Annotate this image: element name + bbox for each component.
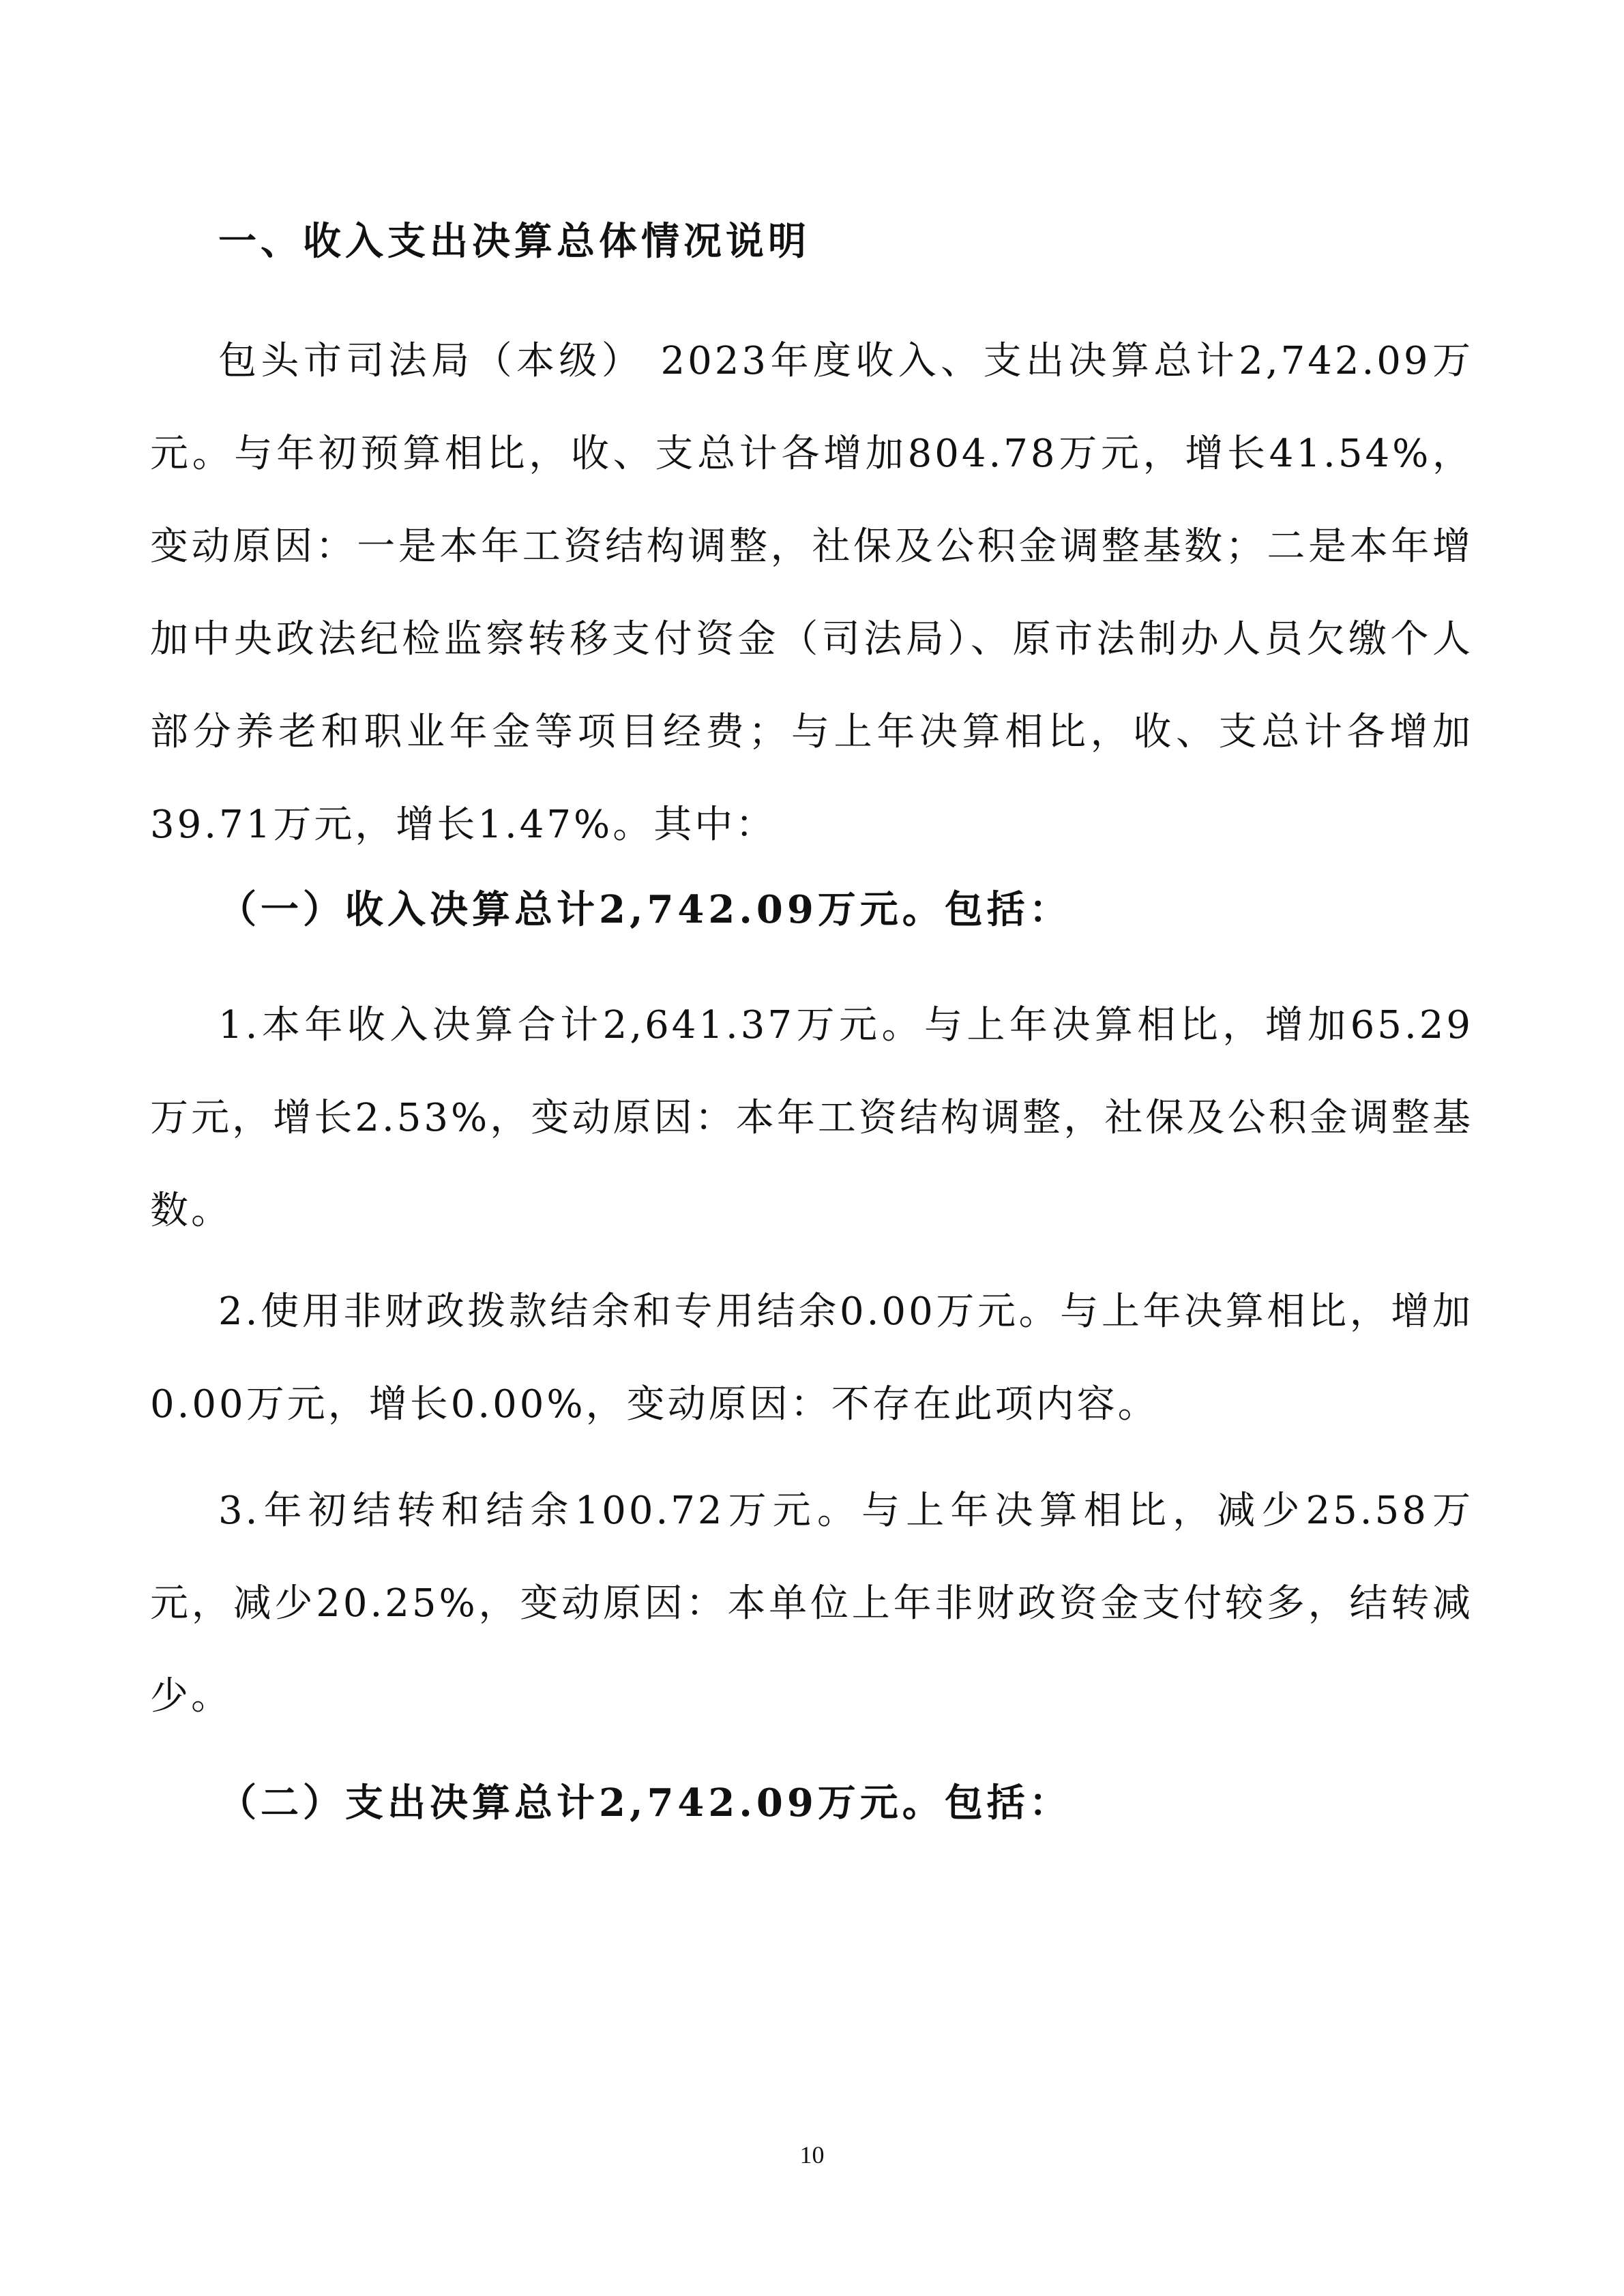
expense-heading: （二）支出决算总计2,742.09万元。包括：	[218, 1780, 1072, 1825]
income-item-3: 3.年初结转和结余100.72万元。与上年决算相比，减少25.58万元，减少20.25%，变动原因：本单位上年非财政资金支付较多，结转减少。	[150, 1489, 1473, 1718]
overview-paragraph: 包头市司法局（本级） 2023年度收入、支出决算总计2,742.09万元。与年初预算相比，收、支总计各增加804.78万元，增长41.54%，变动原因：一是本年工资结构调整，社保及公积金调整基数；二是本年增加中央政法纪检监察转移支付资金（司法局）、原市法制办人员欠缴个人部分养老和职业年金等项目经费；与上年决算相比，收、支总计各增加39.71万元，增长1.47%。其中：	[150, 339, 1473, 847]
income-item-2: 2.使用非财政拨款结余和专用结余0.00万元。与上年决算相比，增加0.00万元，增长0.00%，变动原因：不存在此项内容。	[150, 1289, 1473, 1427]
page-number: 10	[799, 2141, 825, 2168]
income-heading: （一）收入决算总计2,742.09万元。包括：	[218, 887, 1072, 932]
income-item-1: 1.本年收入决算合计2,641.37万元。与上年决算相比，增加65.29万元，增长2.53%，变动原因：本年工资结构调整，社保及公积金调整基数。	[150, 1003, 1473, 1233]
section-heading: 一、收入支出决算总体情况说明	[218, 219, 810, 264]
